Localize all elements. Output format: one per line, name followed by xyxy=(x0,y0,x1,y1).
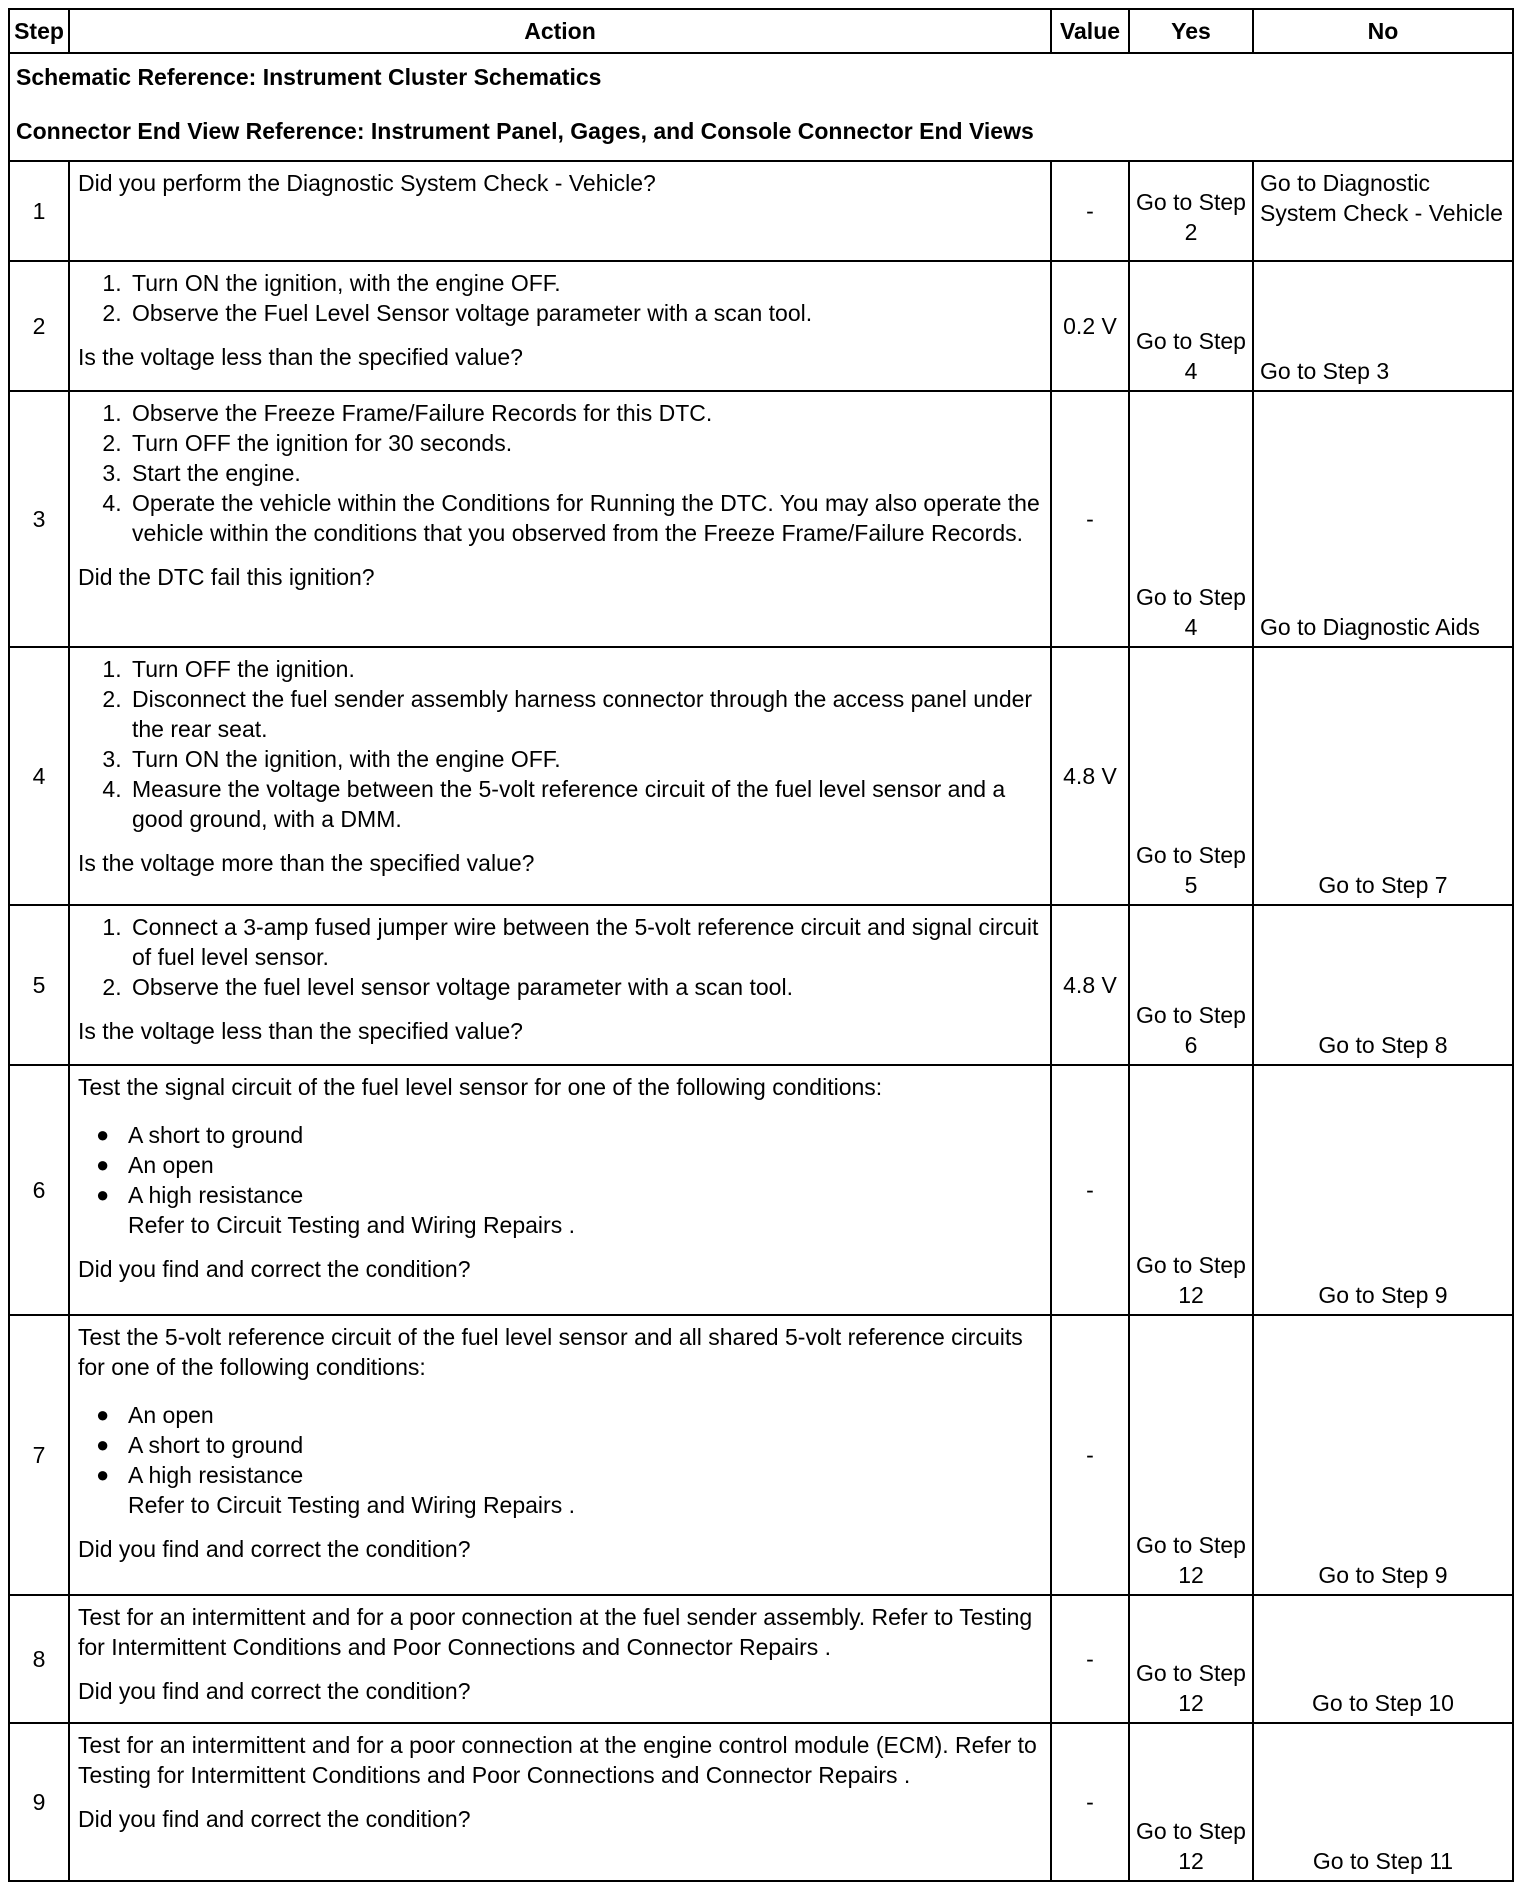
step-number: 2 xyxy=(9,261,69,391)
step-number: 4 xyxy=(9,647,69,905)
action-cell xyxy=(69,261,1051,391)
action-question: Did you find and correct the condition? xyxy=(78,1806,471,1832)
action-question: Did you find and correct the condition? xyxy=(78,1536,471,1562)
refer-text: Refer to Circuit Testing and Wiring Repairs . xyxy=(128,1492,575,1518)
diagnostic-table xyxy=(8,8,1514,1882)
condition-list xyxy=(78,1400,1042,1490)
action-step: 2. Observe the Fuel Level Sensor voltage parameter with a scan tool. xyxy=(128,298,1042,328)
step-number: 7 xyxy=(9,1315,69,1595)
step-number: 3 xyxy=(9,391,69,647)
action-cell xyxy=(69,391,1051,647)
action-cell xyxy=(69,1723,1051,1881)
condition-item: ● A high resistance xyxy=(128,1460,1042,1490)
reference-cell xyxy=(9,53,1513,161)
action-step: 2. Turn OFF the ignition for 30 seconds. xyxy=(128,428,1042,458)
value-cell: 0.2 V xyxy=(1051,261,1129,391)
condition-item: ● A short to ground xyxy=(128,1430,1042,1460)
action-step: 3. Start the engine. xyxy=(128,458,1042,488)
yes-cell: Go to Step 4 xyxy=(1129,261,1253,391)
yes-cell: Go to Step 5 xyxy=(1129,647,1253,905)
yes-cell: Go to Step 12 xyxy=(1129,1315,1253,1595)
action-question: Did the DTC fail this ignition? xyxy=(78,564,375,590)
table-row xyxy=(9,1315,1513,1595)
action-step: 4. Measure the voltage between the 5-volt reference circuit of the fuel level sensor and a good ground, with a DMM. xyxy=(128,774,1042,834)
diagnostic-table-sheet xyxy=(8,8,1512,1882)
step-number: 9 xyxy=(9,1723,69,1881)
action-text: Test for an intermittent and for a poor connection at the engine control module (ECM). Refer to Testing for Intermittent Conditions and Poor Connections and Connector Repairs . xyxy=(78,1732,1037,1788)
action-step: 4. Operate the vehicle within the Conditions for Running the DTC. You may also operate the vehicle within the conditions that you observed from the Freeze Frame/Failure Records. xyxy=(128,488,1042,548)
table-row xyxy=(9,261,1513,391)
step-number: 6 xyxy=(9,1065,69,1315)
table-row xyxy=(9,391,1513,647)
step-number: 8 xyxy=(9,1595,69,1723)
condition-item: ● A high resistance xyxy=(128,1180,1042,1210)
action-step: 1. Observe the Freeze Frame/Failure Records for this DTC. xyxy=(128,398,1042,428)
no-cell: Go to Step 9 xyxy=(1253,1065,1513,1315)
header-step: Step xyxy=(9,9,69,53)
no-cell: Go to Step 9 xyxy=(1253,1315,1513,1595)
condition-list xyxy=(78,1120,1042,1210)
action-step: 1. Turn OFF the ignition. xyxy=(128,654,1042,684)
no-cell: Go to Diagnostic System Check - Vehicle xyxy=(1253,161,1513,261)
action-steps xyxy=(78,268,1042,328)
step-number: 5 xyxy=(9,905,69,1065)
no-cell: Go to Step 3 xyxy=(1253,261,1513,391)
action-intro: Test the signal circuit of the fuel level sensor for one of the following conditions: xyxy=(78,1074,883,1100)
header-action: Action xyxy=(69,9,1051,53)
header-value: Value xyxy=(1051,9,1129,53)
condition-item: ● A short to ground xyxy=(128,1120,1042,1150)
action-cell xyxy=(69,905,1051,1065)
table-row xyxy=(9,1595,1513,1723)
action-step: 2. Observe the fuel level sensor voltage parameter with a scan tool. xyxy=(128,972,1042,1002)
table-row xyxy=(9,1065,1513,1315)
action-steps xyxy=(78,398,1042,548)
value-cell: - xyxy=(1051,1315,1129,1595)
no-cell: Go to Step 11 xyxy=(1253,1723,1513,1881)
yes-cell: Go to Step 4 xyxy=(1129,391,1253,647)
no-cell: Go to Step 7 xyxy=(1253,647,1513,905)
value-cell: - xyxy=(1051,161,1129,261)
action-cell xyxy=(69,647,1051,905)
action-cell xyxy=(69,1065,1051,1315)
header-row xyxy=(9,9,1513,53)
action-question: Did you find and correct the condition? xyxy=(78,1678,471,1704)
action-steps xyxy=(78,912,1042,1002)
yes-cell: Go to Step 12 xyxy=(1129,1595,1253,1723)
action-cell xyxy=(69,161,1051,261)
reference-row xyxy=(9,53,1513,161)
no-cell: Go to Step 10 xyxy=(1253,1595,1513,1723)
action-question: Is the voltage more than the specified value? xyxy=(78,850,535,876)
value-cell: - xyxy=(1051,1065,1129,1315)
value-cell: - xyxy=(1051,391,1129,647)
yes-cell: Go to Step 12 xyxy=(1129,1065,1253,1315)
action-question: Is the voltage less than the specified value? xyxy=(78,1018,523,1044)
connector-reference: Connector End View Reference: Instrument Panel, Gages, and Console Connector End Views xyxy=(16,118,1034,144)
header-yes: Yes xyxy=(1129,9,1253,53)
no-cell: Go to Step 8 xyxy=(1253,905,1513,1065)
action-question: Did you find and correct the condition? xyxy=(78,1256,471,1282)
action-cell xyxy=(69,1315,1051,1595)
yes-cell: Go to Step 6 xyxy=(1129,905,1253,1065)
table-row xyxy=(9,161,1513,261)
table-row xyxy=(9,1723,1513,1881)
action-question: Did you perform the Diagnostic System Check - Vehicle? xyxy=(78,170,656,196)
schematic-reference: Schematic Reference: Instrument Cluster Schematics xyxy=(16,64,602,90)
table-row xyxy=(9,647,1513,905)
yes-cell: Go to Step 2 xyxy=(1129,161,1253,261)
condition-item: ● An open xyxy=(128,1150,1042,1180)
value-cell: - xyxy=(1051,1723,1129,1881)
action-step: 3. Turn ON the ignition, with the engine OFF. xyxy=(128,744,1042,774)
refer-text: Refer to Circuit Testing and Wiring Repairs . xyxy=(128,1212,575,1238)
action-step: 2. Disconnect the fuel sender assembly harness connector through the access panel under the rear seat. xyxy=(128,684,1042,744)
action-step: 1. Connect a 3-amp fused jumper wire between the 5-volt reference circuit and signal circuit of fuel level sensor. xyxy=(128,912,1042,972)
value-cell: 4.8 V xyxy=(1051,905,1129,1065)
value-cell: - xyxy=(1051,1595,1129,1723)
action-steps xyxy=(78,654,1042,834)
yes-cell: Go to Step 12 xyxy=(1129,1723,1253,1881)
action-cell xyxy=(69,1595,1051,1723)
no-cell: Go to Diagnostic Aids xyxy=(1253,391,1513,647)
action-question: Is the voltage less than the specified value? xyxy=(78,344,523,370)
action-step: 1. Turn ON the ignition, with the engine OFF. xyxy=(128,268,1042,298)
action-intro: Test the 5-volt reference circuit of the fuel level sensor and all shared 5-volt reference circuits for one of the following conditions: xyxy=(78,1324,1023,1380)
condition-item: ● An open xyxy=(128,1400,1042,1430)
action-text: Test for an intermittent and for a poor connection at the fuel sender assembly. Refer to Testing for Intermittent Conditions and Poor Connections and Connector Repairs . xyxy=(78,1604,1033,1660)
table-row xyxy=(9,905,1513,1065)
step-number: 1 xyxy=(9,161,69,261)
value-cell: 4.8 V xyxy=(1051,647,1129,905)
header-no: No xyxy=(1253,9,1513,53)
